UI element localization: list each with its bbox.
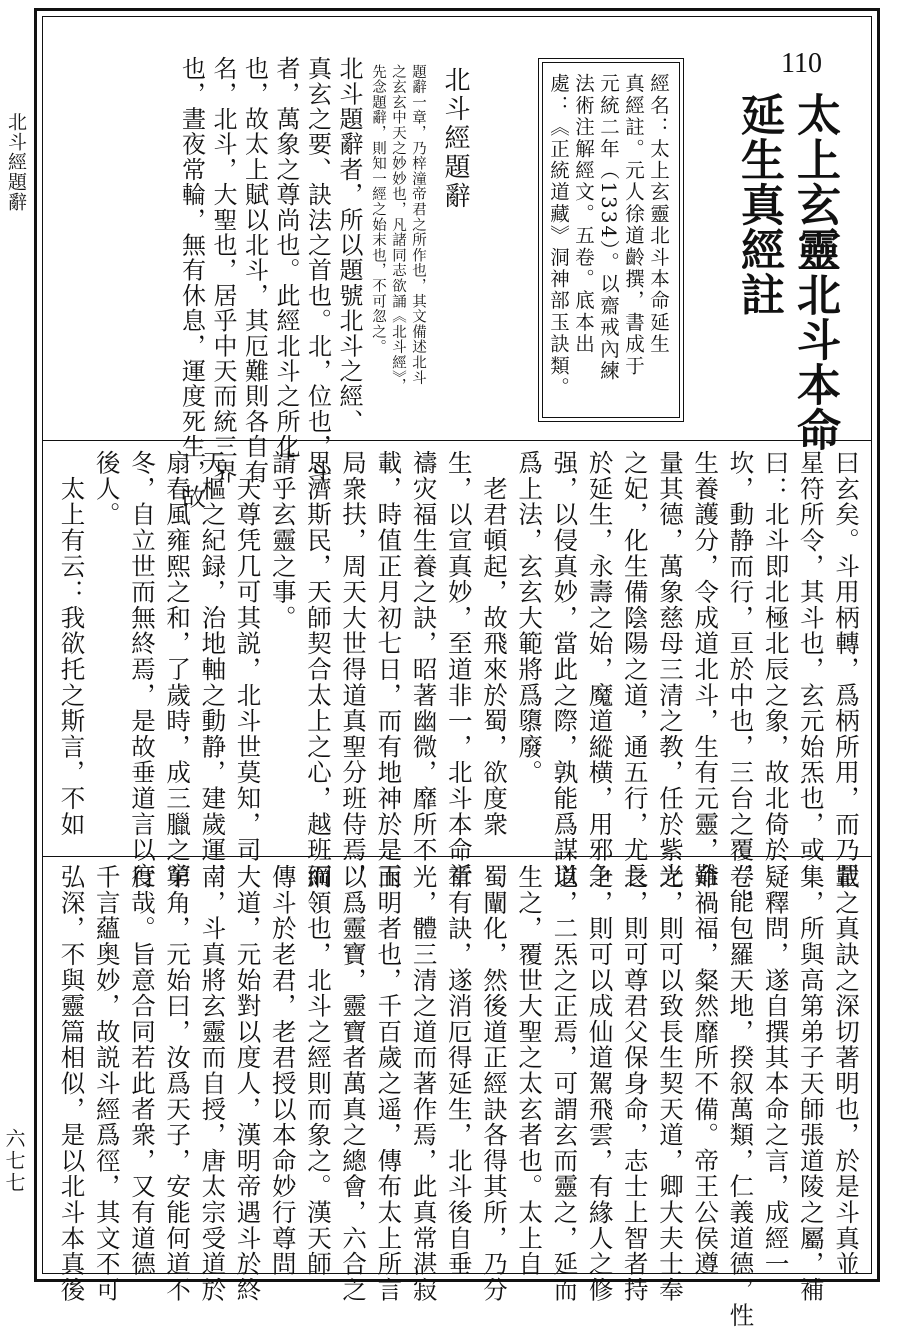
text-line: 曰玄矣。斗用柄轉，爲柄所用，而乃罡 bbox=[832, 450, 861, 889]
text-line: 後人。 bbox=[92, 450, 122, 528]
text-line: 以爲靈寶，靈寶者萬真之總會，六合之 bbox=[339, 864, 369, 1303]
text-line: 曰：北斗即北極北辰之象，故北倚於 bbox=[761, 450, 791, 863]
text-line: 行哉。旨意合同若此者衆，又有道德 bbox=[127, 864, 157, 1277]
text-line: 之，則可以致長生契天道，卿大夫士奉 bbox=[655, 864, 685, 1303]
text-line: 卷，包羅天地，揆叙萬類，仁義道德，性 bbox=[726, 864, 756, 1328]
page-number: 六七七 bbox=[2, 1128, 26, 1194]
intro-paragraph bbox=[175, 56, 364, 510]
text-line: 傳斗於老君，老君授以本命妙行尊問 bbox=[268, 864, 298, 1277]
text-line: 載之真訣之深切著明也，於是斗真並 bbox=[832, 864, 861, 1277]
text-line: 者，萬象之尊尚也。此經北斗之所化 bbox=[272, 56, 300, 460]
text-line: 載，時值正月初七日，而有地神於是玉 bbox=[374, 450, 404, 889]
text-line: 星符所令，其斗也，玄元始炁也，或 bbox=[796, 450, 826, 863]
text-line: 千言蘊奥妙，故説斗經爲徑，其文不可 bbox=[92, 864, 122, 1303]
text-line: 綱領也，北斗之經則而象之。漢天師 bbox=[303, 864, 333, 1277]
text-line: 强，以侵真妙，當此之際，孰能爲謀以 bbox=[550, 450, 580, 889]
info-line: 真經註。元人徐道齡撰，書成于 bbox=[622, 73, 645, 377]
info-line: 法術注解經文。五卷。底本出 bbox=[572, 73, 595, 356]
text-line: 羊角，元始曰，汝爲天子，安能何道不 bbox=[163, 864, 193, 1303]
text-line: 量其德，萬象慈母三清之教，任於紫光 bbox=[655, 450, 685, 889]
note-line: 先念題辭，則知一經之始末也，不可忽之。 bbox=[370, 64, 386, 355]
text-line: 集，所與高第弟子天師張道陵之屬，補 bbox=[796, 864, 826, 1303]
text-line: 光，體三清之道而著作焉，此真常湛寂 bbox=[409, 864, 439, 1303]
text-line: 生，以宣真妙，至道非一，北斗本命祈 bbox=[444, 450, 474, 889]
text-line: 思濟斯民，天師契合太上之心，越班而 bbox=[303, 450, 333, 889]
text-line: 道，二炁之正焉，可謂玄而靈之，延而 bbox=[550, 864, 580, 1303]
info-line: 經名：太上玄靈北斗本命延生 bbox=[647, 73, 670, 356]
bottom-text-block bbox=[54, 864, 864, 1328]
text-line: 大道，元始對以度人，漢明帝遇斗於終 bbox=[233, 864, 263, 1303]
text-line: 北斗題辭者，所以題號北斗之經、 bbox=[335, 56, 363, 434]
text-line: 爲上法，玄玄大範將爲隳廢。 bbox=[515, 450, 545, 786]
text-line: 疑釋問，遂自撰其本命之言，成經一 bbox=[761, 864, 791, 1277]
note-line: 題辭一章，乃梓潼帝君之所作也，其文備述北斗 bbox=[410, 64, 426, 386]
info-line: 元統二年（1334）。以齋戒內練 bbox=[597, 73, 620, 383]
entry-number: 110 bbox=[781, 48, 822, 79]
text-line: 天樞之紀録，治地軸之動静，建歲運， bbox=[198, 450, 228, 889]
title-line: 太上玄靈北斗本命 bbox=[789, 92, 840, 452]
text-line: 天尊凭几可其説，北斗世莫知，司 bbox=[233, 450, 263, 863]
text-line: 也，故太上賦以北斗，其厄難則各自有 bbox=[240, 56, 269, 485]
text-line: 太上有云：我欲托之斯言，不如 bbox=[57, 450, 87, 837]
text-line: 冬，自立世而無終焉，是故垂道言以度 bbox=[127, 450, 157, 889]
info-line: 處：《正統道藏》洞神部玉訣類。 bbox=[547, 73, 570, 399]
text-line: 生養護分，令成道北斗，生有元靈，難 bbox=[691, 450, 721, 889]
text-line: 真玄之要、訣法之首也。北，位也，斗 bbox=[303, 56, 332, 485]
info-box bbox=[542, 62, 680, 418]
text-line: 請乎玄靈之事。 bbox=[268, 450, 298, 631]
middle-band bbox=[48, 450, 868, 915]
section-title: 北斗經題辭 bbox=[440, 66, 470, 211]
text-line: 南，斗真將玄靈而自授，唐太宗受道於 bbox=[198, 864, 228, 1303]
bottom-band bbox=[48, 864, 868, 1328]
middle-text-block bbox=[54, 450, 864, 914]
text-line: 而明者也，千百歲之遥，傳布太上所言 bbox=[374, 864, 404, 1303]
text-line: 之，則可尊君父保身命，志士上智者持 bbox=[620, 864, 650, 1303]
text-line: 蜀闡化，然後道正經訣各得其所，乃分 bbox=[479, 864, 509, 1303]
text-line: 生之，覆世大聖之太玄者也。太上自 bbox=[515, 864, 545, 1277]
section-note bbox=[368, 64, 428, 393]
text-line: 於延生，永壽之始，魔道縱横，用邪争 bbox=[585, 450, 615, 889]
text-line: 名，北斗，大聖也，居乎中天而統三界 bbox=[209, 56, 237, 485]
info-box-text bbox=[546, 73, 671, 399]
text-line: 局衆扶，周天大世得道真聖分班侍焉， bbox=[339, 450, 369, 889]
title-line: 延生真經註 bbox=[733, 92, 784, 317]
text-line: 老君頓起，故飛來於蜀，欲度衆 bbox=[479, 450, 509, 837]
page-title bbox=[730, 92, 842, 452]
text-line: 命禍福，粲然靡所不備。帝王公侯遵 bbox=[691, 864, 721, 1277]
text-line: 禱灾福生養之訣，昭著幽微，靡所不 bbox=[409, 450, 439, 863]
text-line: 章有訣，遂消厄得延生，北斗後自垂 bbox=[444, 864, 474, 1277]
text-line: 之，則可以成仙道駕飛雲，有緣人之修 bbox=[585, 864, 615, 1303]
text-line: 扇春風雍熙之和，了歲時，成三臘之窮 bbox=[163, 450, 193, 889]
text-line: 坎，動静而行，亘於中也，三台之覆，能 bbox=[726, 450, 756, 915]
page-runner-title: 北斗經題辭 bbox=[5, 112, 27, 212]
text-line: 也，晝夜常輪，無有休息，運度死生，故 bbox=[177, 56, 206, 510]
text-line: 之妃，化生備陰陽之道，通五行，尤長 bbox=[620, 450, 650, 889]
text-line: 弘深，不與靈篇相似，是以北斗本真後 bbox=[57, 864, 87, 1303]
note-line: 之玄玄中天之妙妙也，凡諸同志欲誦《北斗經》， bbox=[390, 64, 406, 394]
